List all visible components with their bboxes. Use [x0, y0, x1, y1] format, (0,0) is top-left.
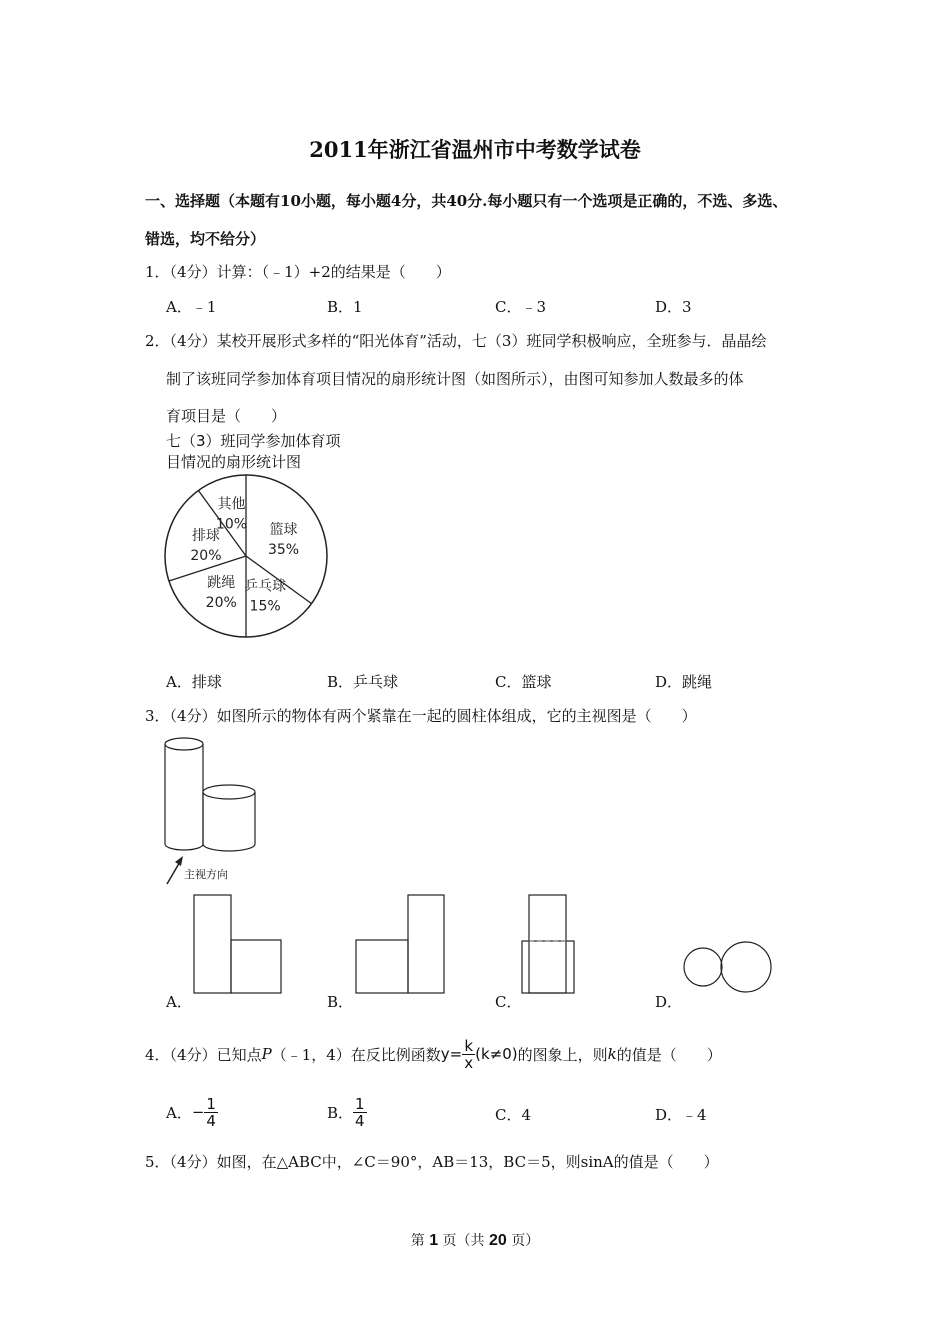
- q4-option-a-fraction: [204, 1096, 218, 1129]
- question-4-option-b: [327, 1092, 367, 1132]
- question-3-option-a: A．: [166, 993, 192, 1011]
- option-c-figure: [518, 893, 580, 997]
- pie-slice-label: 跳绳: [207, 575, 236, 592]
- question-2-stem-line1: 2．（4分）某校开展形式多样的“阳光体育”活动，七（3）班同学积极响应，全班参与．晶晶绘: [145, 332, 767, 350]
- footer-post: 页）: [511, 1233, 540, 1249]
- pie-slice-label: 其他: [217, 496, 246, 513]
- pie-slice-percent: 15%: [249, 598, 281, 615]
- chart-title-line2: 目情况的扇形统计图: [166, 453, 302, 471]
- q4-text-c: 的图象上，则: [517, 1045, 608, 1064]
- pie-slice-percent: 20%: [205, 595, 237, 612]
- question-2-stem-line3: 育项目是（ ）: [166, 407, 287, 425]
- q4-func-y: y=: [440, 1045, 463, 1063]
- q4-option-a-num: 1: [206, 1094, 216, 1113]
- option-a-figure: [190, 893, 285, 997]
- option-d-figure: [680, 938, 778, 998]
- page-title: 2011年浙江省温州市中考数学试卷: [309, 137, 641, 162]
- question-2-stem-line2: 制了该班同学参加体育项目情况的扇形统计图（如图所示），由图可知参加人数最多的体: [166, 370, 744, 388]
- question-5-stem: 5．（4分）如图，在△ABC中，∠C＝90°，AB＝13，BC＝5，则sinA的值是（ ）: [145, 1153, 719, 1171]
- q4-var-k: k: [607, 1045, 617, 1063]
- pie-slice-percent: 20%: [190, 547, 222, 564]
- pie-slice-label: 排球: [191, 527, 220, 544]
- q4-func-condition: (k≠0): [475, 1045, 518, 1063]
- footer-mid: 页（共: [442, 1233, 485, 1249]
- footer-total-pages: 20: [489, 1232, 507, 1249]
- question-3-option-b: B．: [327, 993, 354, 1011]
- question-4-stem: [145, 1034, 722, 1074]
- question-4-option-a: [166, 1092, 218, 1132]
- q4-text-b: （﹣1，4）在反比例函数: [271, 1045, 441, 1064]
- q4-text-d: 的值是（ ）: [616, 1045, 722, 1064]
- question-1-option-c: C．﹣3: [495, 298, 547, 316]
- q4-option-a-den: 4: [206, 1111, 216, 1130]
- question-1-option-d: D．3: [655, 298, 692, 316]
- question-2-option-d: D．跳绳: [655, 673, 713, 691]
- q4-func-numerator: k: [462, 1038, 475, 1055]
- question-3-option-c: C．: [495, 993, 522, 1011]
- q4-option-b-num: 1: [355, 1094, 365, 1113]
- footer-page-number: 1: [429, 1232, 439, 1249]
- q4-option-a-label: A．: [166, 1103, 192, 1122]
- footer-pre: 第: [410, 1233, 425, 1249]
- question-2-option-c: C．篮球: [495, 673, 552, 691]
- q4-func-fraction: [462, 1038, 475, 1071]
- q4-func-denominator: x: [464, 1053, 474, 1072]
- q4-option-b-den: 4: [355, 1111, 365, 1130]
- question-2-option-a: A．排球: [166, 673, 222, 691]
- question-3-option-d: D．: [655, 993, 683, 1011]
- chart-title-line1: 七（3）班同学参加体育项: [166, 432, 341, 450]
- q4-text-a: 4．（4分）已知点: [145, 1045, 262, 1064]
- section-header-line1: 一、选择题（本题有10小题，每小题4分，共40分.每小题只有一个选项是正确的，不选、多选、: [145, 192, 788, 210]
- question-3-stem: 3．（4分）如图所示的物体有两个紧靠在一起的圆柱体组成，它的主视图是（ ）: [145, 707, 697, 725]
- q4-point-p: P: [261, 1045, 272, 1063]
- q4-option-b-label: B．: [327, 1103, 354, 1122]
- question-4-option-d: D．﹣4: [655, 1106, 707, 1124]
- pie-slice-percent: 35%: [267, 541, 300, 558]
- question-4-option-c: C．4: [495, 1106, 532, 1124]
- option-b-figure: [352, 893, 447, 997]
- question-1-option-b: B．1: [327, 298, 363, 316]
- question-2-option-b: B．乒乓球: [327, 673, 399, 691]
- section-header-line2: 错选，均不给分）: [145, 230, 266, 248]
- q4-option-b-fraction: [353, 1096, 367, 1129]
- view-direction-label: 主视方向: [184, 868, 228, 881]
- question-1-stem: 1．（4分）计算：（﹣1）+2的结果是（ ）: [145, 263, 451, 281]
- page-footer: [0, 1230, 950, 1250]
- question-1-option-a: A．﹣1: [166, 298, 217, 316]
- pie-slice-percent: 10%: [215, 516, 248, 533]
- pie-slice-label: 乒乓球: [244, 578, 287, 595]
- pie-slice-label: 篮球: [269, 521, 298, 538]
- pie-chart: [155, 470, 345, 650]
- q4-option-a-sign: −: [191, 1103, 205, 1121]
